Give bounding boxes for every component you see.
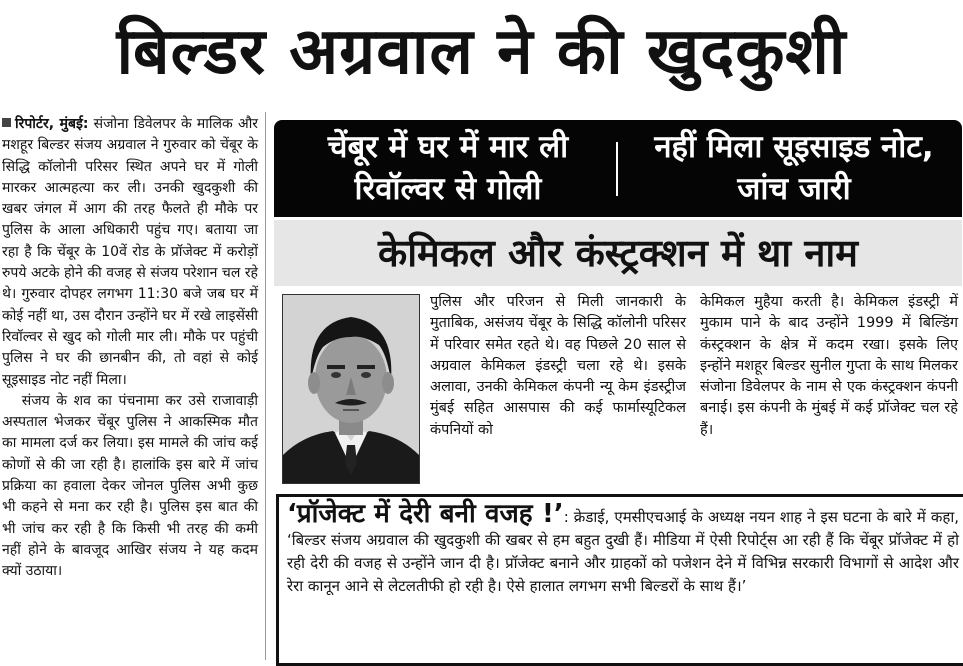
middle-column <box>430 292 686 441</box>
right-column <box>700 292 958 441</box>
bullet-square-icon <box>2 118 11 127</box>
subheadline: केमिकल और कंस्ट्रक्शन में था नाम <box>274 220 962 286</box>
portrait-photo <box>282 294 420 484</box>
quote-heading: ‘प्रॉजेक्ट में देरी बनी वजह !’ <box>287 499 564 529</box>
middle-paragraph: पुलिस और परिजन से मिली जानकारी के मुताबिक, असंजय चेंबूर के सिद्धि कॉलोनी परिसर में परिवार समेत रहते थे। वह पिछले 20 साल से अग्रवाल केमिकल इंडस्ट्री चला रहे थे। इसके अलावा, उनकी केमिकल कंपनी न्यू केम इंडस्ट्रीज मुंबई सहित आसपास की कई फार्मास्यूटिकल कंपनियों को <box>430 294 686 438</box>
left-paragraph-1 <box>2 114 258 391</box>
byline: रिपोर्टर, मुंबई: <box>15 116 89 132</box>
left-column <box>2 114 258 583</box>
right-paragraph: केमिकल मुहैया करती है। केमिकल इंडस्ट्री में मुकाम पाने के बाद उन्होंने 1999 में बिल्डिंग कंस्ट्रक्शन के क्षेत्र में कदम रखा। इसके लिए इन्होंने मशहूर बिल्डर सुनील गुप्ता के साथ मिलकर संजोना डिवेलपर के नाम से एक कंस्ट्रक्शन कंपनी बनाई। इस कंपनी के मुंबई में कई प्रॉजेक्ट चल रहे हैं। <box>700 294 958 438</box>
man-portrait-icon <box>283 295 419 483</box>
column-divider <box>265 112 266 660</box>
headline: बिल्डर अग्रवाल ने की खुदकुशी <box>116 15 847 89</box>
banner-left: चेंबूर में घर में मार ली रिवॉल्वर से गोली <box>327 129 569 207</box>
left-paragraph-2-text: संजय के शव का पंचनामा कर उसे राजावाड़ी अस्पताल भेजकर चेंबूर पुलिस ने आकस्मिक मौत का मामला दर्ज कर लिया। इस मामले की जांच कई कोणों से की जा रही है। हालांकि इस बारे में जांच प्रक्रिया का हवाला देकर जोनल पुलिस अभी कुछ भी कहने से मना कर रही है। पुलिस इस बात की भी जांच कर रही है कि किसी भी तरह की कमी नहीं होने के बावजूद आखिर संजय ने यह कदम क्यों उठाया। <box>2 392 258 580</box>
banner <box>274 120 962 217</box>
quote-paragraph <box>287 499 959 598</box>
banner-separator <box>616 142 618 196</box>
left-paragraph-1-text: संजोना डिवेलपर के मालिक और मशहूर बिल्डर संजय अग्रवाल ने गुरुवार को चेंबूर के सिद्धि कॉलोनी परिसर स्थित अपने घर में गोली मारकर आत्महत्या कर ली। उनकी खुदकुशी की खबर जंगल में आग की तरह फैलते ही मौके पर पुलिस के आला अधिकारी पहुंच गए। बताया जा रहा है कि चेंबूर के 10वें रोड के प्रॉजेक्ट में करोड़ों रुपये अटके होने की वजह से संजय परेशान चल रहे थे। गुरुवार दोपहर लगभग 11:30 बजे जब घर में कोई नहीं था, उस दौरान उन्होंने घर में रखे लाइसेंसी रिवॉल्वर से खुद को गोली मार ली। मौके पर पहुंची पुलिस ने घर की छानबीन की, तो वहां से कोई सूइसाइड नोट नहीं मिला। <box>2 116 259 388</box>
quote-box <box>276 494 963 666</box>
left-paragraph-2 <box>2 391 258 583</box>
quote-text: : क्रेडाई, एमसीएचआई के अध्यक्ष नयन शाह ने इस घटना के बारे में कहा, ‘बिल्डर संजय अग्रवाल की खुदकुशी की खबर से हम बहुत दुखी हैं। मीडिया में ऐसी रिपोर्ट्स आ रही हैं कि चेंबूर प्रॉजेक्ट में हो रही देरी की वजह से उन्होंने जान दी है। प्रॉजेक्ट बनाने और ग्राहकों को पजेशन देने में विभिन्न सरकारी विभागों से आदेश और रेरा कानून आने से लेटलतीफी हो रही है। ऐसे हालात लगभग सभी बिल्डरों के साथ हैं।’ <box>287 508 959 595</box>
banner-right: नहीं मिला सूइसाइड नोट, जांच जारी <box>654 129 934 207</box>
